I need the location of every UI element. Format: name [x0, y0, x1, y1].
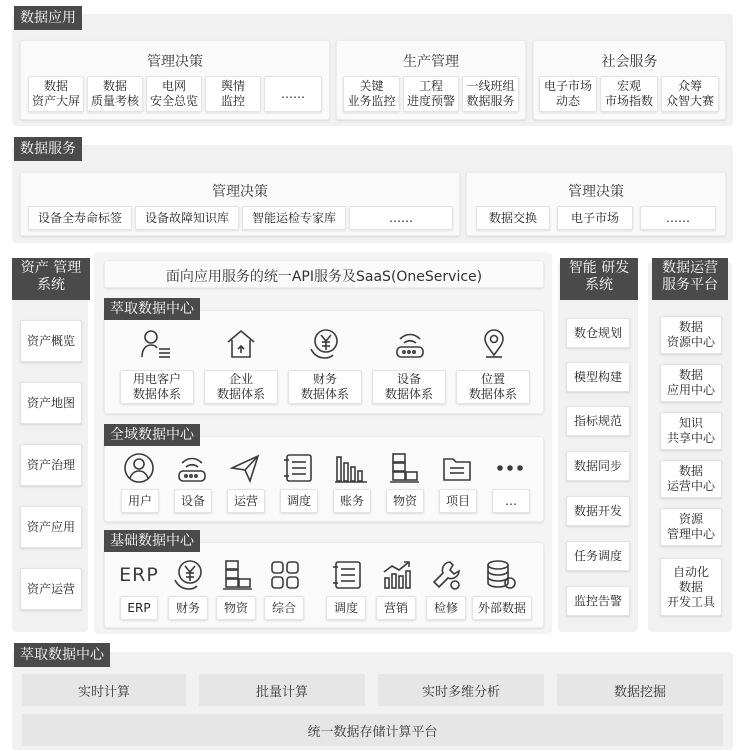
asset-item-governance[interactable]: 资产治理: [20, 444, 82, 486]
smart-dev-tag: 智能 研发系统: [560, 258, 638, 300]
service-item-fault-knowledge[interactable]: 设备故障知识库: [135, 206, 239, 230]
base-item-finance[interactable]: 财务: [168, 596, 208, 620]
service-item-expert-base[interactable]: 智能运检专家库: [242, 206, 346, 230]
more-icon: [492, 450, 528, 486]
global-item-dispatch[interactable]: 调度: [280, 489, 318, 513]
service-group-title: 管理决策: [212, 184, 268, 200]
global-center-card: [104, 436, 544, 522]
asset-item-operation[interactable]: 资产运营: [20, 568, 82, 610]
compute-mining[interactable]: 数据挖掘: [557, 674, 723, 706]
erp-text-icon: [118, 557, 160, 593]
ops-item-auto-dev-tool[interactable]: 自动化 数据 开发工具: [660, 558, 722, 616]
router-icon: [174, 450, 210, 486]
asset-mgmt-tag: 资产 管理系统: [12, 258, 90, 300]
global-item-project[interactable]: 项目: [439, 489, 477, 513]
yuan-icon: [307, 326, 343, 362]
api-service-bar: [104, 260, 544, 288]
yuan-icon: [171, 557, 207, 593]
extract-item-enterprise[interactable]: 企业 数据体系: [204, 370, 278, 404]
ops-item-resource-center[interactable]: 数据 资源中心: [660, 316, 722, 354]
ops-item-knowledge-center[interactable]: 知识 共享中心: [660, 412, 722, 450]
user-list-icon: [138, 326, 174, 362]
base-item-general[interactable]: 综合: [264, 596, 304, 620]
app-item-more[interactable]: ……: [264, 76, 322, 112]
extract-item-equipment[interactable]: 设备 数据体系: [372, 370, 446, 404]
data-service-tag: 数据服务: [14, 137, 82, 161]
app-group-title: 管理决策: [147, 54, 203, 70]
app-item-macro-index[interactable]: 宏观 市场指数: [600, 76, 658, 112]
service-item-data-exchange[interactable]: 数据交换: [476, 206, 550, 230]
boxes-icon: [219, 557, 255, 593]
app-group-title: 生产管理: [403, 54, 459, 70]
base-item-materials[interactable]: 物资: [216, 596, 256, 620]
base-item-marketing[interactable]: 营销: [376, 596, 416, 620]
base-center-tag: 基础数据中心: [104, 530, 200, 552]
smart-item-data-dev[interactable]: 数据开发: [566, 496, 630, 526]
app-item-grid-safety[interactable]: 电网 安全总览: [146, 76, 202, 112]
global-item-equipment[interactable]: 设备: [174, 489, 212, 513]
list-icon: [329, 557, 365, 593]
compute-realtime[interactable]: 实时计算: [22, 674, 186, 706]
global-item-more[interactable]: …: [492, 489, 530, 513]
extract-center-tag: 萃取数据中心: [104, 298, 200, 320]
compute-batch[interactable]: 批量计算: [199, 674, 365, 706]
global-center-tag: 全域数据中心: [104, 424, 200, 446]
service-item-more[interactable]: ……: [349, 206, 453, 230]
growth-icon: [379, 557, 415, 593]
wrench-icon: [429, 557, 465, 593]
service-item-more[interactable]: ……: [640, 206, 716, 230]
extract-item-finance[interactable]: 财务 数据体系: [288, 370, 362, 404]
ops-item-resource-mgmt[interactable]: 资源 管理中心: [660, 508, 722, 546]
user-circle-icon: [121, 450, 157, 486]
bar-chart-icon: [333, 450, 369, 486]
data-app-tag: 数据应用: [14, 6, 82, 30]
app-group-title: 社会服务: [601, 54, 658, 70]
database-icon: [482, 557, 518, 593]
base-item-maintenance[interactable]: 检修: [426, 596, 466, 620]
smart-item-data-sync[interactable]: 数据同步: [566, 451, 630, 481]
service-item-lifecycle-tag[interactable]: 设备全寿命标签: [28, 206, 132, 230]
api-service-title: 面向应用服务的统一API服务及SaaS(OneService): [165, 269, 483, 285]
base-item-external-data[interactable]: 外部数据: [472, 596, 532, 620]
send-icon: [227, 450, 263, 486]
base-item-erp[interactable]: ERP: [120, 596, 158, 620]
smart-item-monitor-alert[interactable]: 监控告警: [566, 586, 630, 616]
global-item-user[interactable]: 用户: [121, 489, 159, 513]
smart-item-model-build[interactable]: 模型构建: [566, 362, 630, 392]
ops-item-application-center[interactable]: 数据 应用中心: [660, 364, 722, 402]
base-item-dispatch[interactable]: 调度: [326, 596, 366, 620]
service-item-e-market[interactable]: 电子市场: [557, 206, 633, 230]
app-item-crowd-contest[interactable]: 众筹 众智大赛: [661, 76, 719, 112]
global-item-materials[interactable]: 物资: [386, 489, 424, 513]
location-icon: [476, 326, 512, 362]
smart-item-task-schedule[interactable]: 任务调度: [566, 541, 630, 571]
global-item-operation[interactable]: 运营: [227, 489, 265, 513]
unified-storage-platform[interactable]: 统一数据存储计算平台: [22, 714, 723, 746]
asset-item-application[interactable]: 资产应用: [20, 506, 82, 548]
data-ops-tag: 数据运营 服务平台: [652, 258, 728, 300]
smart-item-metric-spec[interactable]: 指标规范: [566, 406, 630, 436]
asset-item-map[interactable]: 资产地图: [20, 382, 82, 424]
folder-icon: [439, 450, 475, 486]
app-item-asset-screen[interactable]: 数据 资产大屏: [28, 76, 84, 112]
ops-item-operation-center[interactable]: 数据 运营中心: [660, 460, 722, 498]
app-item-project-warning[interactable]: 工程 进度预警: [403, 76, 459, 112]
list-icon: [280, 450, 316, 486]
router-icon: [392, 326, 428, 362]
extract-item-customer[interactable]: 用电客户 数据体系: [120, 370, 194, 404]
house-icon: [223, 326, 259, 362]
erp-text: ERP: [119, 564, 159, 586]
global-item-accounts[interactable]: 账务: [333, 489, 371, 513]
grid-icon: [267, 557, 303, 593]
app-item-key-business[interactable]: 关键 业务监控: [343, 76, 400, 112]
app-item-team-service[interactable]: 一线班组 数据服务: [462, 76, 519, 112]
asset-item-overview[interactable]: 资产概览: [20, 320, 82, 362]
boxes-icon: [386, 450, 422, 486]
compute-olap[interactable]: 实时多维分析: [378, 674, 544, 706]
app-item-opinion-monitor[interactable]: 舆情 监控: [205, 76, 261, 112]
smart-item-warehouse-plan[interactable]: 数仓规划: [566, 318, 630, 348]
extract-item-location[interactable]: 位置 数据体系: [456, 370, 530, 404]
app-item-market-dynamic[interactable]: 电子市场 动态: [539, 76, 597, 112]
service-group-title: 管理决策: [568, 184, 624, 200]
bottom-tag: 萃取数据中心: [14, 643, 110, 667]
app-item-quality-check[interactable]: 数据 质量考核: [87, 76, 143, 112]
